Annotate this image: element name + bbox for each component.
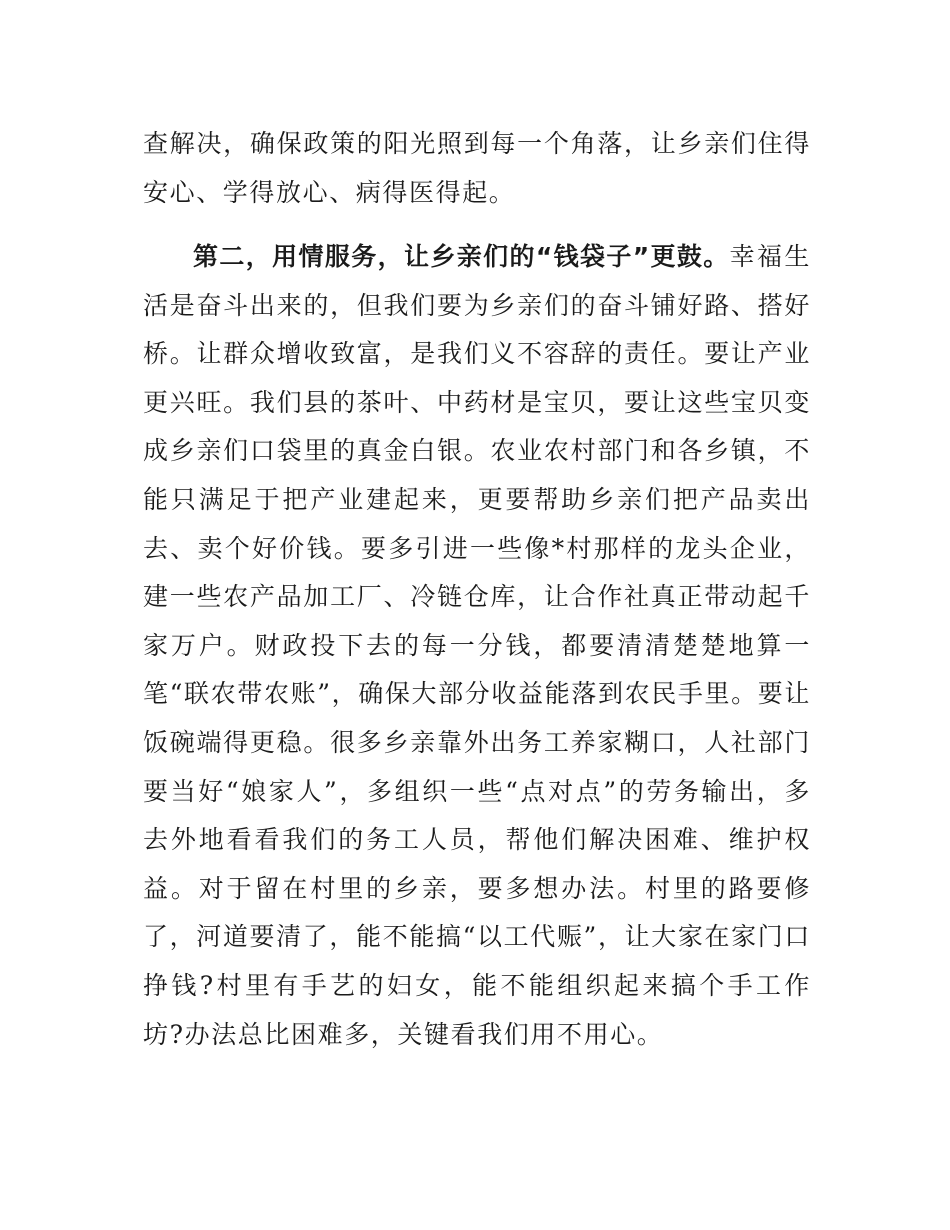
paragraph-1-text: 查解决，确保政策的阳光照到每一个角落，让乡亲们住得安心、学得放心、病得医得起。 xyxy=(143,129,811,207)
paragraph-continuation xyxy=(143,120,811,217)
section-heading: 第二，用情服务，让乡亲们的“钱袋子”更鼓。 xyxy=(193,242,730,271)
paragraph-2-body: 幸福生活是奋斗出来的，但我们要为乡亲们的奋斗铺好路、搭好桥。让群众增收致富，是我们义不容辞的责任。要让产业更兴旺。我们县的茶叶、中药材是宝贝，要让这些宝贝变成乡亲们口袋里的真金白银。农业农村部门和各乡镇，不能只满足于把产业建起来，更要帮助乡亲们把产品卖出去、卖个好价钱。要多引进一些像*村那样的龙头企业，建一些农产品加工厂、冷链仓库，让合作社真正带动起千家万户。财政投下去的每一分钱，都要清清楚楚地算一笔“联农带农账”，确保大部分收益能落到农民手里。要让饭碗端得更稳。很多乡亲靠外出务工养家糊口，人社部门要当好“娘家人”，多组织一些“点对点”的劳务输出，多去外地看看我们的务工人员，帮他们解决困难、维护权益。对于留在村里的乡亲，要多想办法。村里的路要修了，河道要清了，能不能搞“以工代赈”，让大家在家门口挣钱?村里有手艺的妇女，能不能组织起来搞个手工作坊?办法总比困难多，关键看我们用不用心。 xyxy=(143,242,811,1049)
paragraph-second-point xyxy=(143,233,811,1059)
